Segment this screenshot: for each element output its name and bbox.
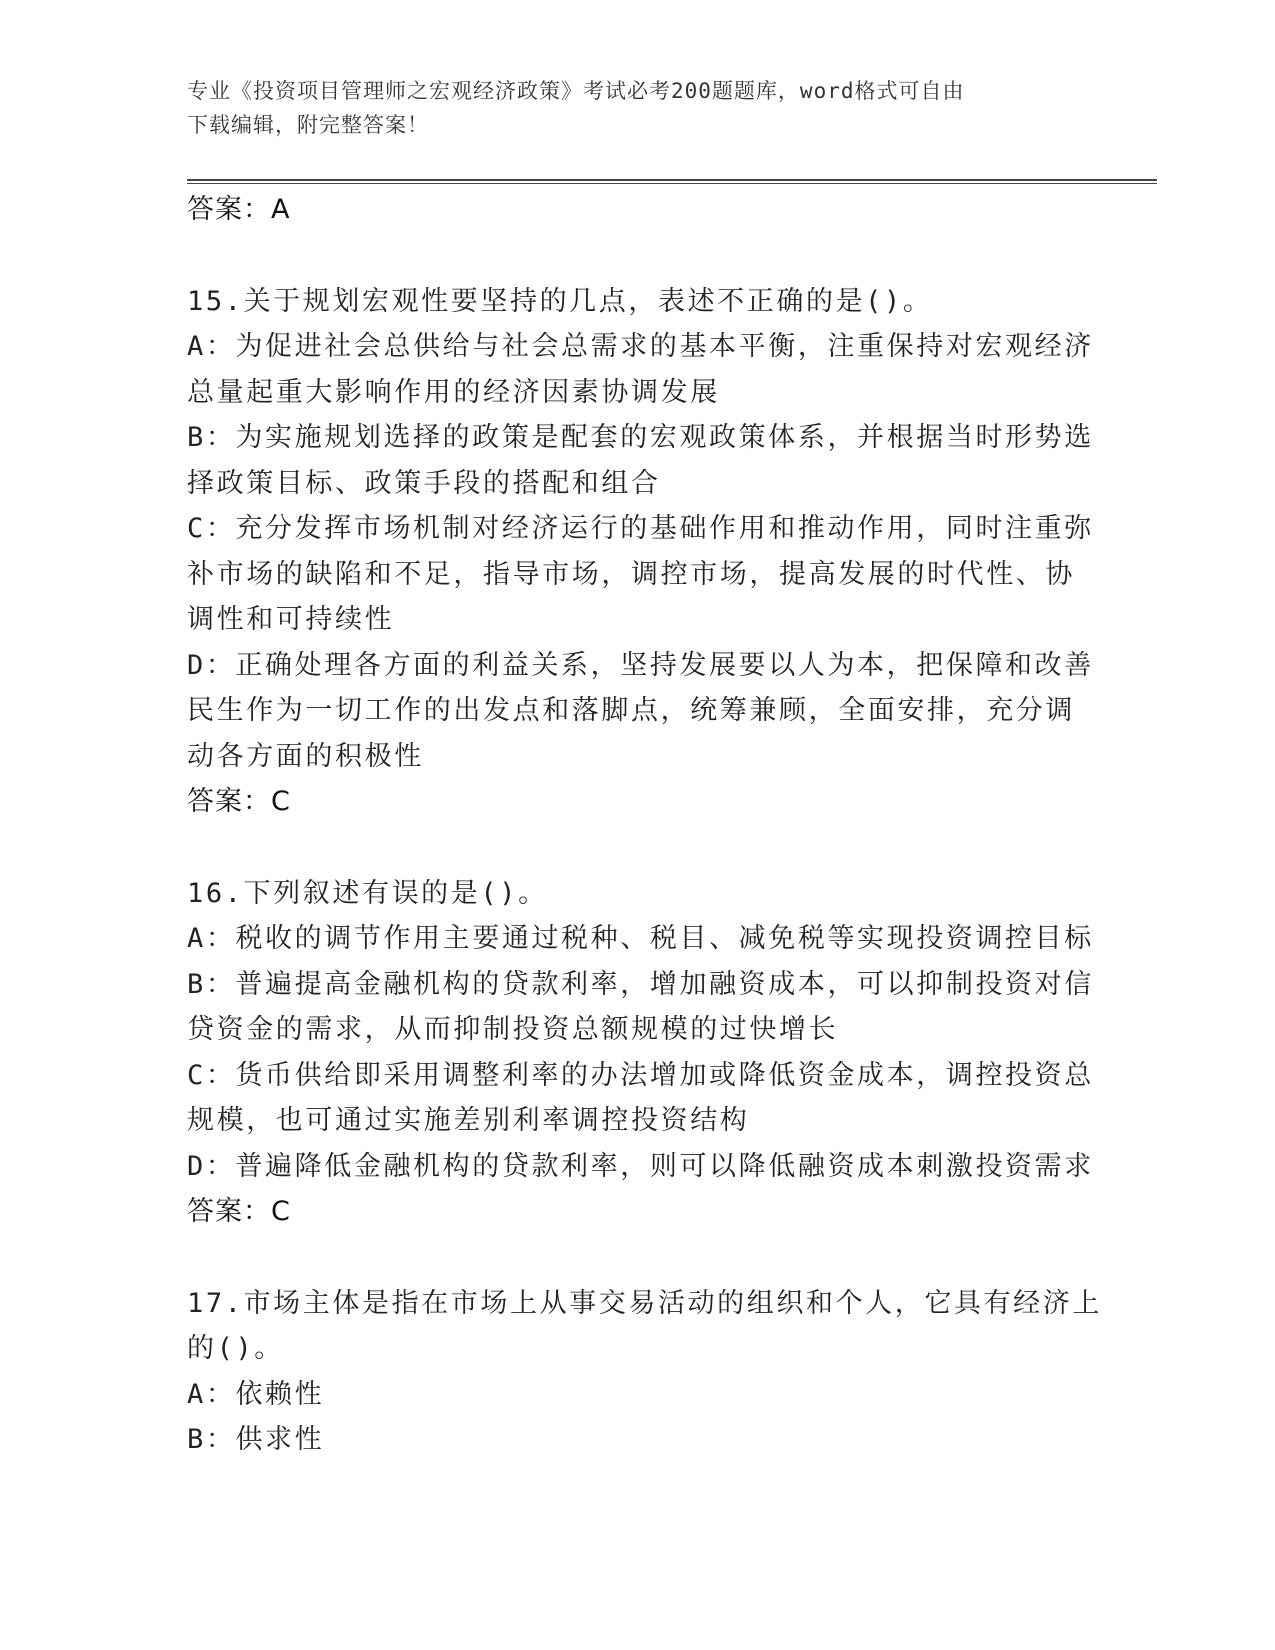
header-line-1: 专业《投资项目管理师之宏观经济政策》考试必考200题题库，word格式可自由 xyxy=(187,79,965,103)
option-a: A：税收的调节作用主要通过税种、税目、减免税等实现投资调控目标 xyxy=(187,923,1094,954)
spacer xyxy=(187,233,1077,279)
question-text: 17.市场主体是指在市场上从事交易活动的组织和个人，它具有经济上 xyxy=(187,1287,1102,1319)
option-c-cont: 规模，也可通过实施差别利率调控投资结构 xyxy=(187,1105,750,1136)
question-15 xyxy=(187,279,1094,825)
answer-line: 答案：C xyxy=(187,786,291,817)
option-b: B：为实施规划选择的政策是配套的宏观政策体系，并根据当时形势选 xyxy=(187,422,1094,453)
option-d: D：普遍降低金融机构的贷款利率，则可以降低融资成本刺激投资需求 xyxy=(187,1150,1094,1182)
document-header xyxy=(187,74,1087,142)
option-a: A：为促进社会总供给与社会总需求的基本平衡，注重保持对宏观经济 xyxy=(187,331,1094,362)
option-c-cont: 补市场的缺陷和不足，指导市场，调控市场，提高发展的时代性、协 xyxy=(187,558,1075,590)
question-17 xyxy=(187,1281,1102,1463)
option-b: B：供求性 xyxy=(187,1424,325,1455)
option-d-cont: 动各方面的积极性 xyxy=(187,740,424,772)
document-body xyxy=(187,187,1102,1463)
answer-line: 答案：C xyxy=(187,1196,291,1227)
option-c: C：充分发挥市场机制对经济运行的基础作用和推动作用，同时注重弥 xyxy=(187,513,1094,544)
option-c-cont: 调性和可持续性 xyxy=(187,604,395,635)
spacer xyxy=(187,825,1077,871)
option-b-cont: 择政策目标、政策手段的搭配和组合 xyxy=(187,467,661,499)
option-d-cont: 民生作为一切工作的出发点和落脚点，统筹兼顾，全面安排，充分调 xyxy=(187,695,1075,726)
option-c: C：货币供给即采用调整利率的办法增加或降低资金成本，调控投资总 xyxy=(187,1059,1094,1091)
spacer xyxy=(187,1235,1077,1281)
answer-line: 答案：A xyxy=(187,194,291,225)
header-line-2: 下载编辑，附完整答案！ xyxy=(187,113,429,137)
option-a: A：依赖性 xyxy=(187,1378,325,1410)
option-a-cont: 总量起重大影响作用的经济因素协调发展 xyxy=(187,376,720,408)
question-16 xyxy=(187,871,1094,1235)
question-text: 15.关于规划宏观性要坚持的几点，表述不正确的是()。 xyxy=(187,285,933,317)
header-divider xyxy=(187,179,1157,184)
option-b-cont: 贷资金的需求，从而抑制投资总额规模的过快增长 xyxy=(187,1014,839,1045)
question-text-cont: 的()。 xyxy=(187,1333,284,1364)
option-d: D：正确处理各方面的利益关系，坚持发展要以人为本，把保障和改善 xyxy=(187,649,1094,681)
question-text: 16.下列叙述有误的是()。 xyxy=(187,877,548,909)
option-b: B：普遍提高金融机构的贷款利率，增加融资成本，可以抑制投资对信 xyxy=(187,968,1094,1000)
